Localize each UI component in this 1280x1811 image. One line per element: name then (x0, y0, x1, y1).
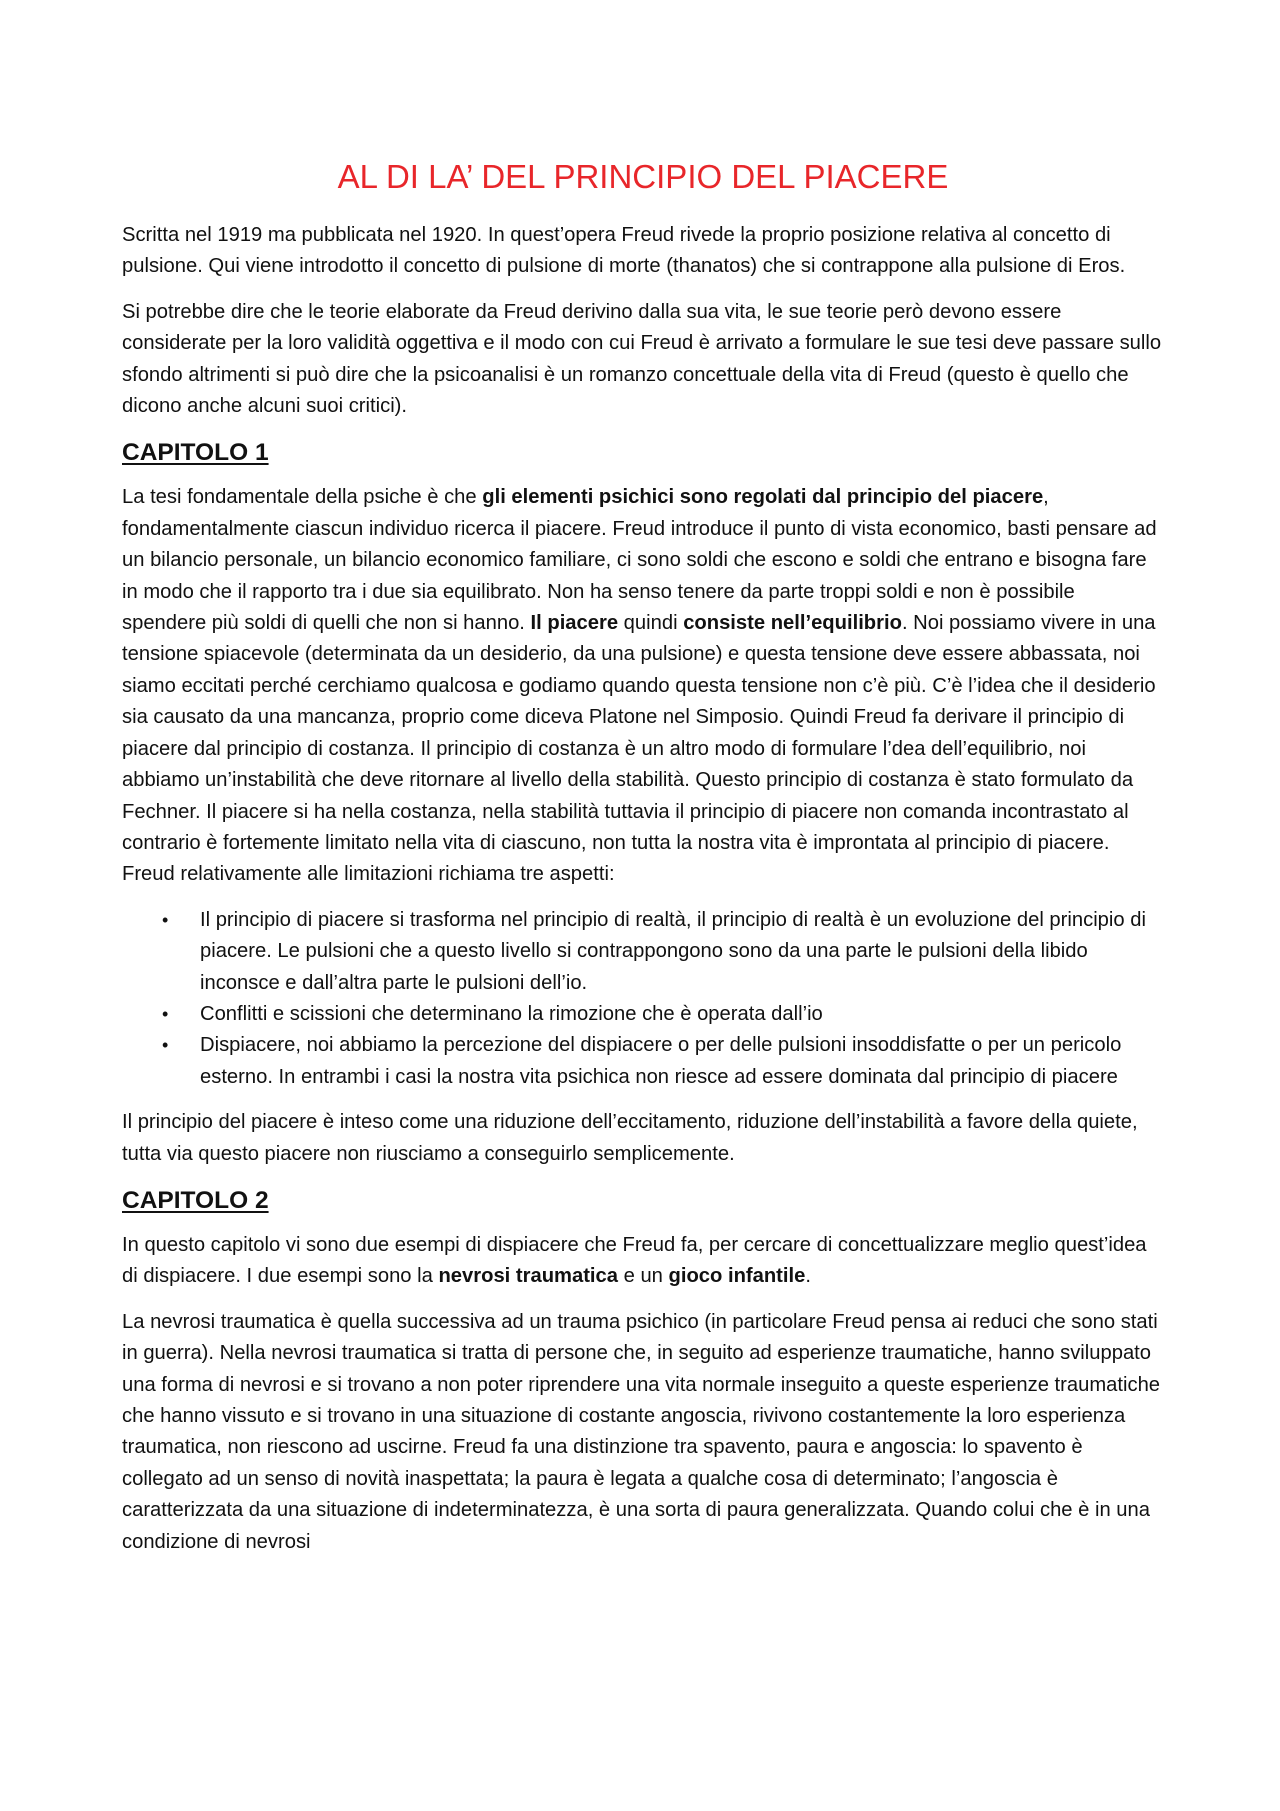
list-item (162, 1030, 1164, 1093)
list-item (162, 905, 1164, 999)
chapter-1-heading: CAPITOLO 1 (122, 439, 269, 467)
text-run: . (805, 1265, 811, 1288)
chapter-2-paragraph-1 (122, 1230, 1164, 1293)
list-item-text: Il principio di piacere si trasforma nel principio di realtà, il principio di realtà è un evoluzione del principio di piacere. Le pulsioni che a questo livello si contrappongono sono da una parte le pulsioni della libido inconsce e dall’altra parte le pulsioni dell’io. (200, 908, 1146, 994)
bold-text-run: gioco infantile (668, 1265, 806, 1288)
list-item-text: Dispiacere, noi abbiamo la percezione del dispiacere o per delle pulsioni insoddisfatte o per un pericolo esterno. In entrambi i casi la nostra vita psichica non riesce ad essere dominata dal principio di piacere (200, 1034, 1122, 1088)
bullet-list (122, 905, 1164, 1093)
text-run: e un (618, 1265, 669, 1288)
text-run: . Noi possiamo vivere in una tensione spiacevole (determinata da un desiderio, da una pulsione) e questa tensione deve essere abbassata, noi siamo eccitati perché cerchiamo qualcosa e godiamo quando questa tensione non c’è più. C’è l’idea che il desiderio sia causato da una mancanza, proprio come diceva Platone nel Simposio. Quindi Freud fa derivare il principio di piacere dal principio di costanza. Il principio di costanza è un altro modo di formulare l’dea dell’equilibrio, noi abbiamo un’instabilità che deve ritornare al livello della stabilità. Questo principio di costanza è stato formulato da Fechner. Il piacere si ha nella costanza, nella stabilità tuttavia il principio di piacere non comanda incontrastato al contrario è fortemente limitato nella vita di ciascuno, non tutta la nostra vita è improntata al principio di piacere. Freud relativamente alle limitazioni richiama tre aspetti: (122, 612, 1156, 886)
intro-paragraph-1: Scritta nel 1919 ma pubblicata nel 1920. In quest’opera Freud rivede la proprio posizione relativa al concetto di pulsione. Qui viene introdotto il concetto di pulsione di morte (thanatos) che si contrappone alla pulsione di Eros. (122, 224, 1126, 278)
chapter-1-paragraph-1 (122, 482, 1164, 890)
bold-text-run: Il piacere (530, 612, 619, 635)
chapter-1-paragraph-2: Il principio del piacere è inteso come una riduzione dell’eccitamento, riduzione dell’instabilità a favore della quiete, tutta via questo piacere non riusciamo a conseguirlo semplicemente. (122, 1111, 1138, 1165)
text-run: , fondamentalmente ciascun individuo ricerca il piacere. Freud introduce il punto di vista economico, basti pensare ad un bilancio personale, un bilancio economico familiare, ci sono soldi che escono e soldi che entrano e bisogna fare in modo che il rapporto tra i due sia equilibrato. Non ha senso tenere da parte troppi soldi e non è possibile spendere più soldi di quelli che non si hanno. (122, 486, 1157, 635)
bold-text-run: consiste nell’equilibrio (683, 612, 902, 635)
bullet-icon: • (162, 909, 169, 930)
chapter-2-paragraph-2: La nevrosi traumatica è quella successiva ad un trauma psichico (in particolare Freud pensa ai reduci che sono stati in guerra). Nella nevrosi traumatica si tratta di persone che, in seguito ad esperienze traumatiche, hanno sviluppato una forma di nevrosi e si trovano a non poter riprendere una vita normale inseguito a queste esperienze traumatiche che hanno vissuto e si trovano in una situazione di costante angoscia, rivivono costantemente la loro esperienza traumatica, non riescono ad uscirne. Freud fa una distinzione tra spavento, paura e angoscia: lo spavento è collegato ad un senso di novità inaspettata; la paura è legata a qualche cosa di determinato; l’angoscia è caratterizzata da una situazione di indeterminatezza, è una sorta di paura generalizzata. Quando colui che è in una condizione di nevrosi (122, 1310, 1161, 1553)
text-run: quindi (618, 612, 684, 635)
list-item-text: Conflitti e scissioni che determinano la rimozione che è operata dall’io (200, 1002, 823, 1025)
bullet-icon: • (162, 1003, 169, 1024)
bold-text-run: nevrosi traumatica (438, 1265, 618, 1288)
bold-text-run: gli elementi psichici sono regolati dal principio del piacere (482, 486, 1044, 509)
text-run: La tesi fondamentale della psiche è che (122, 486, 483, 509)
intro-paragraph-2: Si potrebbe dire che le teorie elaborate da Freud derivino dalla sua vita, le sue teorie però devono essere considerate per la loro validità oggettiva e il modo con cui Freud è arrivato a formulare le sue tesi deve passare sullo sfondo altrimenti si può dire che la psicoanalisi è un romanzo concettuale della vita di Freud (questo è quello che dicono anche alcuni suoi critici). (122, 300, 1162, 418)
page-title: AL DI LA’ DEL PRINCIPIO DEL PIACERE (337, 158, 949, 195)
text-run: In questo capitolo vi sono due esempi di dispiacere che Freud fa, per cercare di concettualizzare meglio quest’idea di dispiacere. I due esempi sono la (122, 1233, 1147, 1288)
chapter-2-heading: CAPITOLO 2 (122, 1186, 269, 1214)
list-item (162, 999, 1164, 1030)
bullet-icon: • (162, 1035, 169, 1056)
